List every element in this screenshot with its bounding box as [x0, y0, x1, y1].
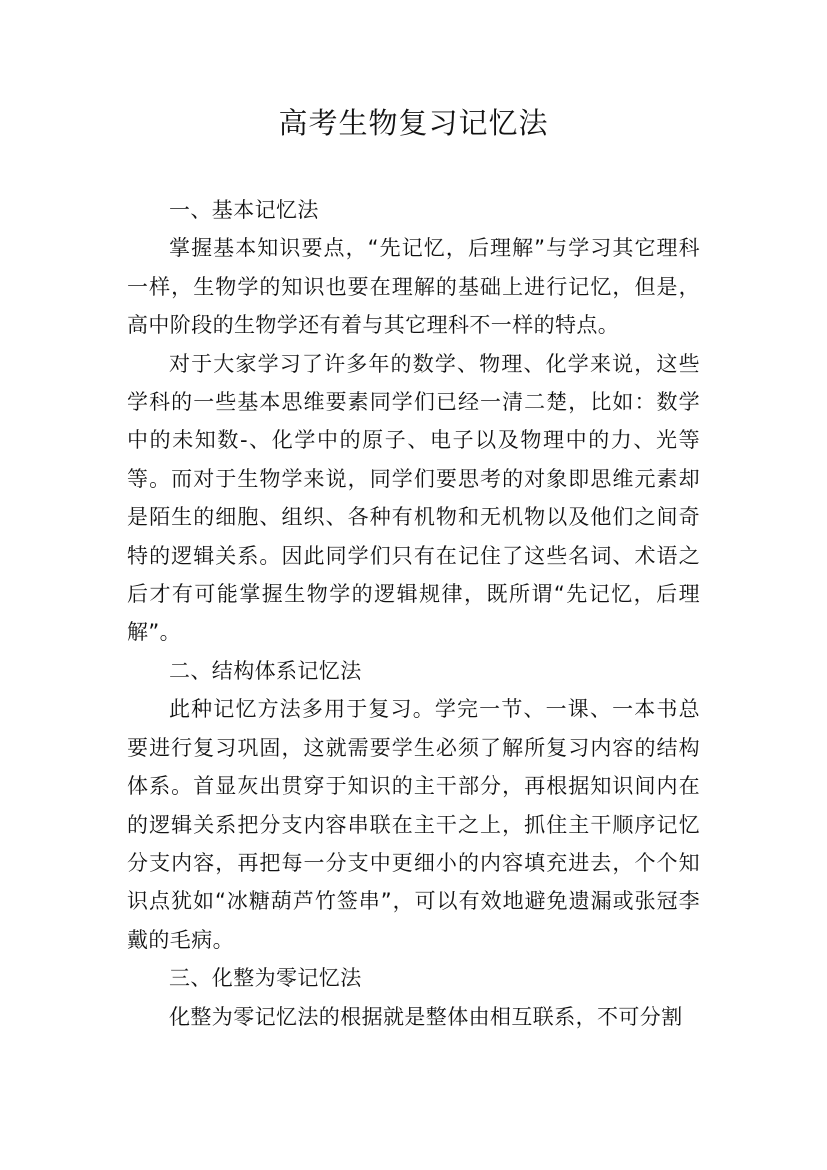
- document-title: 高考生物复习记忆法: [278, 106, 549, 140]
- paragraph: 此种记忆方法多用于复习。学完一节、一课、一本书总要进行复习巩固，这就需要学生必须了解所复习内容的结构体系。首显灰出贯穿于知识的主干部分，再根据知识间内在的逻辑关系把分支内容串联在主干之上，抓住主干顺序记忆分支内容，再把每一分支中更细小的内容填充进去，个个知识点犹如“冰糖葫芦竹签串”，可以有效地避免遗漏或张冠李戴的毛病。: [127, 697, 700, 952]
- paragraph: 对于大家学习了许多年的数学、物理、化学来说，这些学科的一些基本思维要素同学们已经一清二楚，比如：数学中的未知数-、化学中的原子、电子以及物理中的力、光等等。而对于生物学来说，同学们要思考的对象即思维元素却是陌生的细胞、组织、各种有机物和无机物以及他们之间奇特的逻辑关系。因此同学们只有在记住了这些名词、术语之后才有可能掌握生物学的逻辑规律，既所谓“先记忆，后理解”。: [127, 351, 700, 645]
- paragraph: 掌握基本知识要点，“先记忆，后理解”与学习其它理科一样，生物学的知识也要在理解的基础上进行记忆，但是，高中阶段的生物学还有着与其它理科不一样的特点。: [127, 236, 700, 338]
- section-heading: 二、结构体系记忆法: [169, 658, 362, 683]
- section-heading: 一、基本记忆法: [169, 198, 319, 222]
- paragraph: 化整为零记忆法的根据就是整体由相互联系，不可分割: [169, 1004, 683, 1029]
- document-body: [127, 191, 700, 1036]
- section-heading: 三、化整为零记忆法: [169, 966, 362, 991]
